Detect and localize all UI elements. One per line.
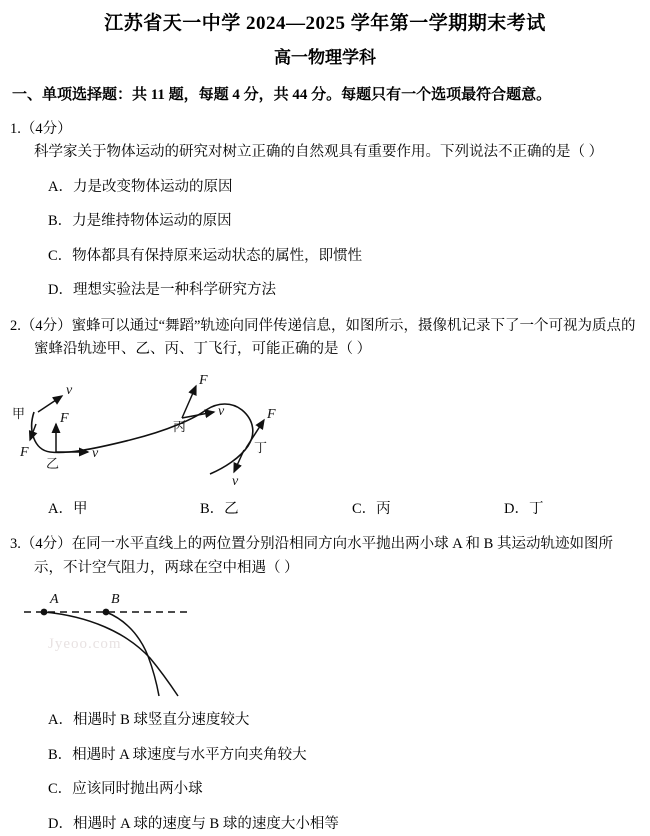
label-ball-b: B [111,592,120,608]
question-1-options [10,176,640,303]
jia-velocity-label: v [66,382,73,398]
question-3-number: 3. [10,536,21,553]
ding-force-label: F [267,406,276,422]
label-bing: 丙 [173,419,187,435]
page-title: 江苏省天一中学 2024—2025 学年第一学期期末考试 [104,13,546,34]
option-2-d[interactable]: D．丁 [504,500,544,517]
label-ding: 丁 [254,440,268,456]
question-2-score: （4分） [20,317,72,334]
question-2-text: 蜜蜂可以通过“舞蹈”轨迹向同伴传递信息，如图所示，摄像机记录下了一个可视为质点的蜜蜂沿轨迹甲、乙、丙、丁飞行，可能正确的是（ ） [34,317,636,358]
option-3-a[interactable]: A．相遇时 B 球竖直分速度较大 [48,712,250,729]
ding-velocity-arrow [234,450,244,472]
label-yi: 乙 [46,456,60,472]
question-3-stem [10,533,640,580]
bee-trajectory-diagram [10,368,330,488]
figure-watermark: Jyeoo.com [48,636,122,653]
option-2-a[interactable]: A．甲 [48,500,88,517]
question-3-text: 在同一水平直线上的两位置分别沿相同方向水平抛出两小球 A 和 B 其运动轨迹如图所示，不计空气阻力，两球在空中相遇（ ） [34,536,613,576]
label-jia: 甲 [12,406,26,422]
question-2-number: 2. [10,317,21,334]
bing-force-label: F [199,372,208,388]
option-1-a[interactable]: A．力是改变物体运动的原因 [48,178,233,195]
question-1-number: 1. [10,120,21,137]
question-3-score: （4分） [20,536,72,553]
page-subtitle: 高一物理学科 [274,47,376,67]
question-3 [10,533,640,836]
ding-velocity-label: v [232,473,239,488]
exam-page [0,12,650,832]
bing-velocity-label: v [218,403,225,419]
option-1-c[interactable]: C．物体都具有保持原来运动状态的属性，即惯性 [48,247,363,264]
option-1-b[interactable]: B．力是维持物体运动的原因 [48,213,232,230]
option-1-d[interactable]: D．理想实验法是一种科学研究方法 [48,282,276,299]
option-3-c[interactable]: C．应该同时抛出两小球 [48,781,203,798]
question-1-score: （4分） [20,120,72,137]
question-2-stem [10,315,640,362]
option-2-b[interactable]: B．乙 [200,500,239,517]
label-ball-a: A [50,592,59,608]
projectile-figure [10,586,640,698]
bing-force-arrow [182,386,196,418]
question-3-options [10,709,640,836]
yi-force-label: F [60,410,69,426]
bee-dance-figure [10,368,640,488]
question-1-text: 科学家关于物体运动的研究对树立正确的自然观具有重要作用。下列说法不正确的是（ ） [34,144,604,161]
question-1 [10,118,640,303]
section-heading: 一、单项选择题：共 11 题，每题 4 分，共 44 分。每题只有一个选项最符合题意。 [12,86,552,103]
option-2-c[interactable]: C．丙 [352,500,391,517]
jia-velocity-arrow [38,396,62,412]
question-2 [10,315,640,521]
question-1-stem [10,118,640,165]
bing-velocity-arrow [182,412,214,418]
option-3-b[interactable]: B．相遇时 A 球速度与水平方向夹角较大 [48,746,307,763]
option-3-d[interactable]: D．相遇时 A 球的速度与 B 球的速度大小相等 [48,815,339,832]
question-2-options [10,498,640,521]
yi-velocity-label: v [92,445,99,461]
jia-force-label: F [20,444,29,460]
